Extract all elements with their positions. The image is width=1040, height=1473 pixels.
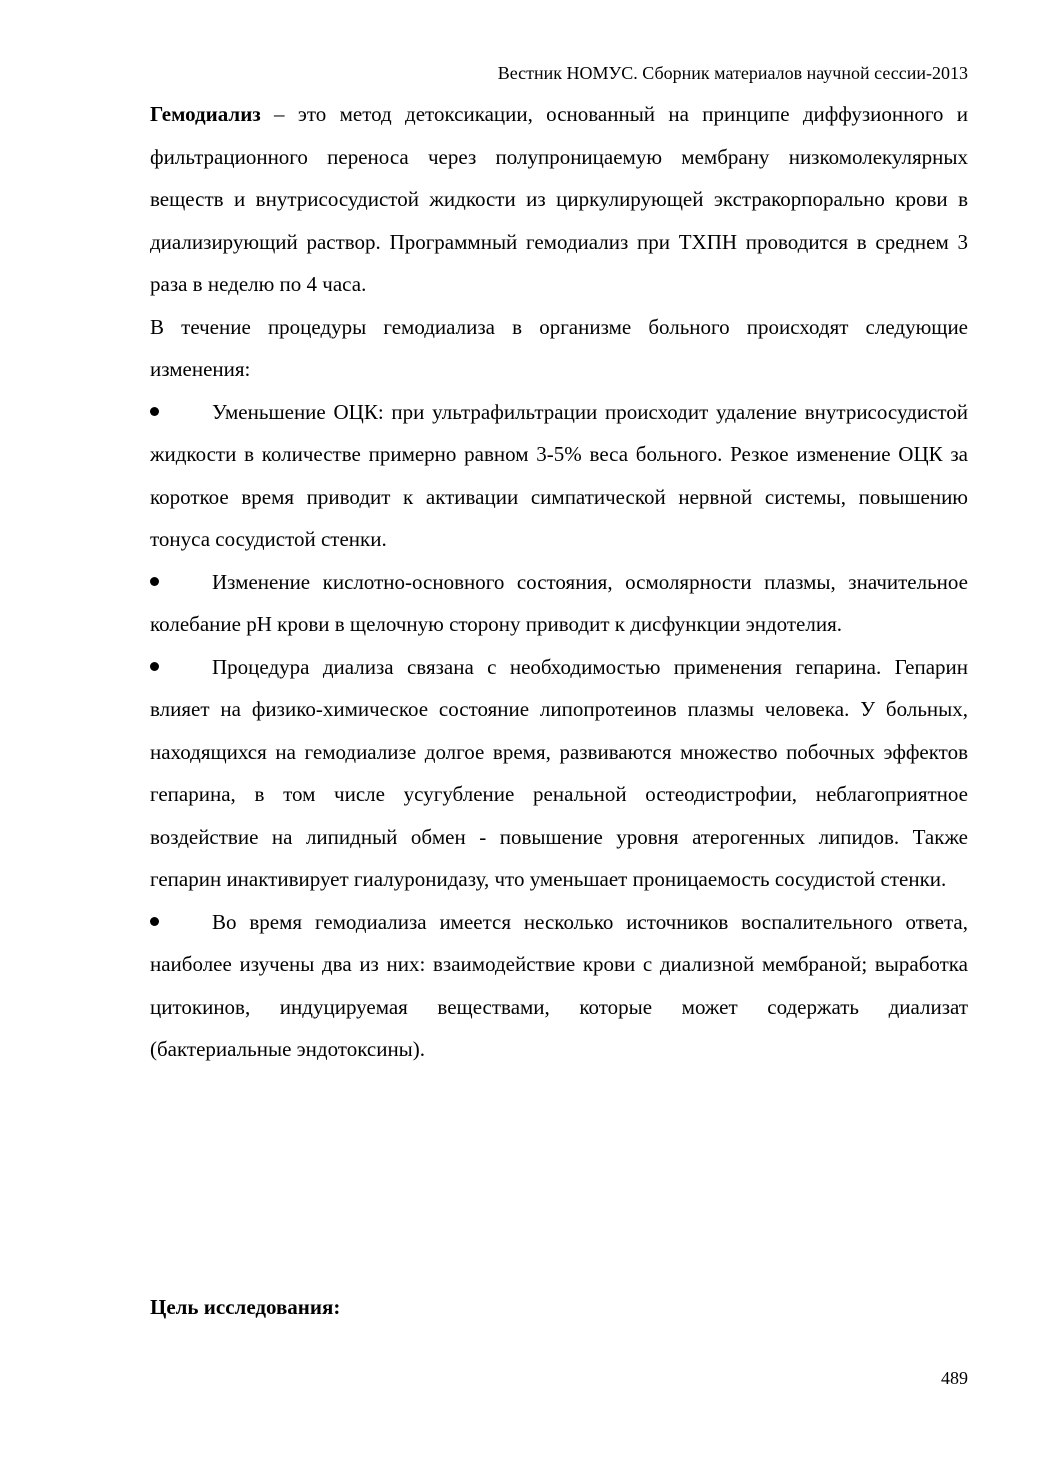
bullet-item [150,391,968,561]
bullet-text: Во время гемодиализа имеется несколько источников воспалительного ответа, наиболее изучены два из них: взаимодействие крови с диализной мембраной; выработка цитокинов, индуцируемая веществами, которые может содержать диализат (бактериальные эндотоксины). [150,909,968,1061]
bullet-text: Уменьшение ОЦК: при ультрафильтрации происходит удаление внутрисосудистой жидкости в количестве примерно равном 3-5% веса больного. Резкое изменение ОЦК за короткое время приводит к активации симпатической нервной системы, повышению тонуса сосудистой стенки. [150,399,968,551]
intro-definition: – это метод детоксикации, основанный на принципе диффузионного и фильтрационного переноса через полупроницаемую мембрану низкомолекулярных веществ и внутрисосудистой жидкости из циркулирующей экстракорпорально крови в диализирующий раствор. Программный гемодиализ при ТХПН проводится в среднем 3 раза в неделю по 4 часа. [150,102,968,296]
bullet-item [150,901,968,1071]
running-header: Вестник НОМУС. Сборник материалов научной сессии-2013 [497,63,968,83]
bullet-item [150,561,968,646]
bullet-text: Процедура диализа связана с необходимостью применения гепарина. Гепарин влияет на физико-химическое состояние липопротеинов плазмы человека. У больных, находящихся на гемодиализе долгое время, развиваются множество побочных эффектов гепарина, в том числе усугубление ренальной остеодистрофии, неблагоприятное воздействие на липидный обмен - повышение уровня атерогенных липидов. Также гепарин инактивирует гиалуронидазу, что уменьшает проницаемость сосудистой стенки. [150,654,968,891]
bullet-item [150,646,968,901]
intro-paragraph [150,93,968,306]
bullet-icon [150,901,212,944]
bullet-icon [150,391,212,434]
section-heading-aim: Цель исследования: [150,1295,341,1319]
changes-intro-paragraph: В течение процедуры гемодиализа в организме больного происходят следующие изменения: [150,314,968,381]
bullet-icon [150,561,212,604]
bullet-text: Изменение кислотно-основного состояния, осмолярности плазмы, значительное колебание pH крови в щелочную сторону приводит к дисфункции эндотелия. [150,569,968,636]
bullet-icon [150,646,212,689]
term-hemodialysis: Гемодиализ [150,102,261,126]
page-number: 489 [941,1368,968,1388]
body-text [150,93,968,1071]
